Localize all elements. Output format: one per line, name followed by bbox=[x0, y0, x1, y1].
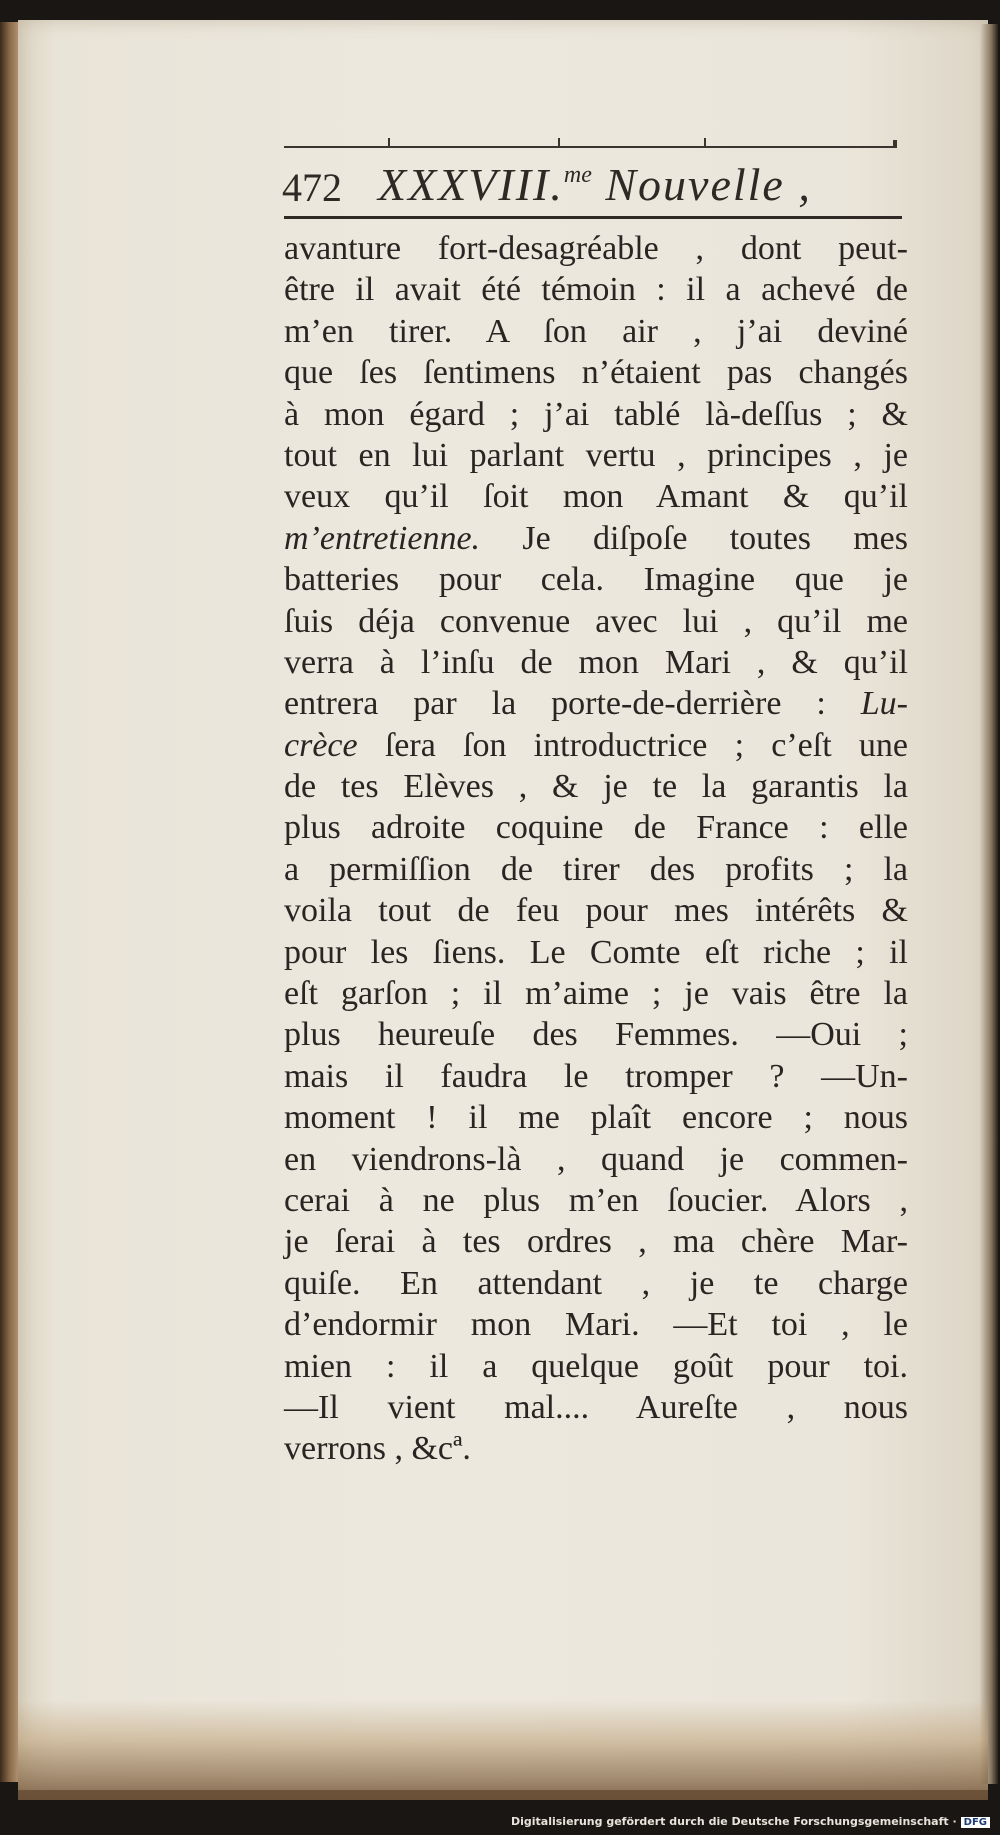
text-line: batteries pour cela. Imagine que je bbox=[284, 561, 908, 599]
page-bottom-stain bbox=[18, 1700, 988, 1800]
running-head bbox=[378, 158, 812, 211]
text-line: d’endormir mon Mari. —Et toi , le bbox=[284, 1306, 908, 1344]
text-line: mien : il a quelque goût pour toi. bbox=[284, 1347, 908, 1385]
text-line: veux qu’il ſoit mon Amant & qu’il bbox=[284, 478, 908, 516]
text-line: a permiſſion de tirer des profits ; la bbox=[284, 850, 908, 888]
text-line: m’en tirer. A ſon air , j’ai deviné bbox=[284, 312, 908, 350]
header-top-rule bbox=[284, 146, 896, 148]
header-rule-tick bbox=[704, 138, 706, 148]
header-rule-tick bbox=[388, 138, 390, 148]
text-line: —Il vient mal.... Aureſte , nous bbox=[284, 1388, 908, 1426]
text-line: que ſes ſentimens n’étaient pas changés bbox=[284, 354, 908, 392]
text-line: plus heureuſe des Femmes. —Oui ; bbox=[284, 1016, 908, 1054]
text-line: je ſerai à tes ordres , ma chère Mar- bbox=[284, 1223, 908, 1261]
text-line: voila tout de feu pour mes intérêts & bbox=[284, 892, 908, 930]
dfg-logo: DFG bbox=[961, 1817, 990, 1828]
text-line: quiſe. En attendant , je te charge bbox=[284, 1264, 908, 1302]
running-head-superscript: me bbox=[563, 162, 592, 188]
text-line: verrons , &cª. bbox=[284, 1430, 471, 1468]
text-line: de tes Elèves , & je te la garantis la bbox=[284, 768, 908, 806]
header-rule-tick bbox=[558, 138, 560, 148]
text-line: à mon égard ; j’ai tablé là-deſſus ; & bbox=[284, 395, 908, 433]
page-right-edge bbox=[980, 24, 998, 1784]
body-text bbox=[284, 228, 908, 1470]
header-bottom-rule bbox=[284, 216, 902, 219]
italic-emphasis: Lu- bbox=[860, 685, 908, 723]
text-line: moment ! il me plaît encore ; nous bbox=[284, 1099, 908, 1137]
text-line: ſuis déja convenue avec lui , qu’il me bbox=[284, 602, 908, 640]
running-head-title: Nouvelle , bbox=[591, 159, 812, 210]
page-header bbox=[282, 158, 922, 214]
header-rule-tick bbox=[893, 140, 897, 148]
text-line: crèce ſera ſon introductrice ; c’eſt une bbox=[284, 726, 908, 764]
text-line: avanture fort-desagréable , dont peut- bbox=[284, 230, 908, 267]
text-line: cerai à ne plus m’en ſoucier. Alors , bbox=[284, 1181, 908, 1219]
running-head-numeral: XXXVIII. bbox=[378, 159, 564, 210]
text-line: entrera par la porte-de-derrière : Lu- bbox=[284, 685, 908, 723]
text-line: mais il faudra le tromper ? —Un- bbox=[284, 1057, 908, 1095]
credit-text: Digitalisierung gefördert durch die Deutsche Forschungsgemeinschaft · bbox=[510, 1815, 957, 1828]
page-number: 472 bbox=[282, 165, 342, 210]
text-line: être il avait été témoin : il a achevé de bbox=[284, 271, 908, 309]
digitization-credit bbox=[511, 1815, 990, 1828]
text-line: en viendrons-là , quand je commen- bbox=[284, 1140, 908, 1178]
text-line: eſt garſon ; il m’aime ; je vais être la bbox=[284, 975, 908, 1013]
italic-emphasis: m’entretienne. bbox=[284, 519, 481, 557]
text-line: m’entretienne. Je diſpoſe toutes mes bbox=[284, 519, 908, 557]
text-line: tout en lui parlant vertu , principes , je bbox=[284, 436, 908, 474]
text-line: verra à l’inſu de mon Mari , & qu’il bbox=[284, 643, 908, 681]
text-line: pour les ſiens. Le Comte eſt riche ; il bbox=[284, 933, 908, 971]
text-line: plus adroite coquine de France : elle bbox=[284, 809, 908, 847]
italic-emphasis: crèce bbox=[284, 726, 358, 764]
